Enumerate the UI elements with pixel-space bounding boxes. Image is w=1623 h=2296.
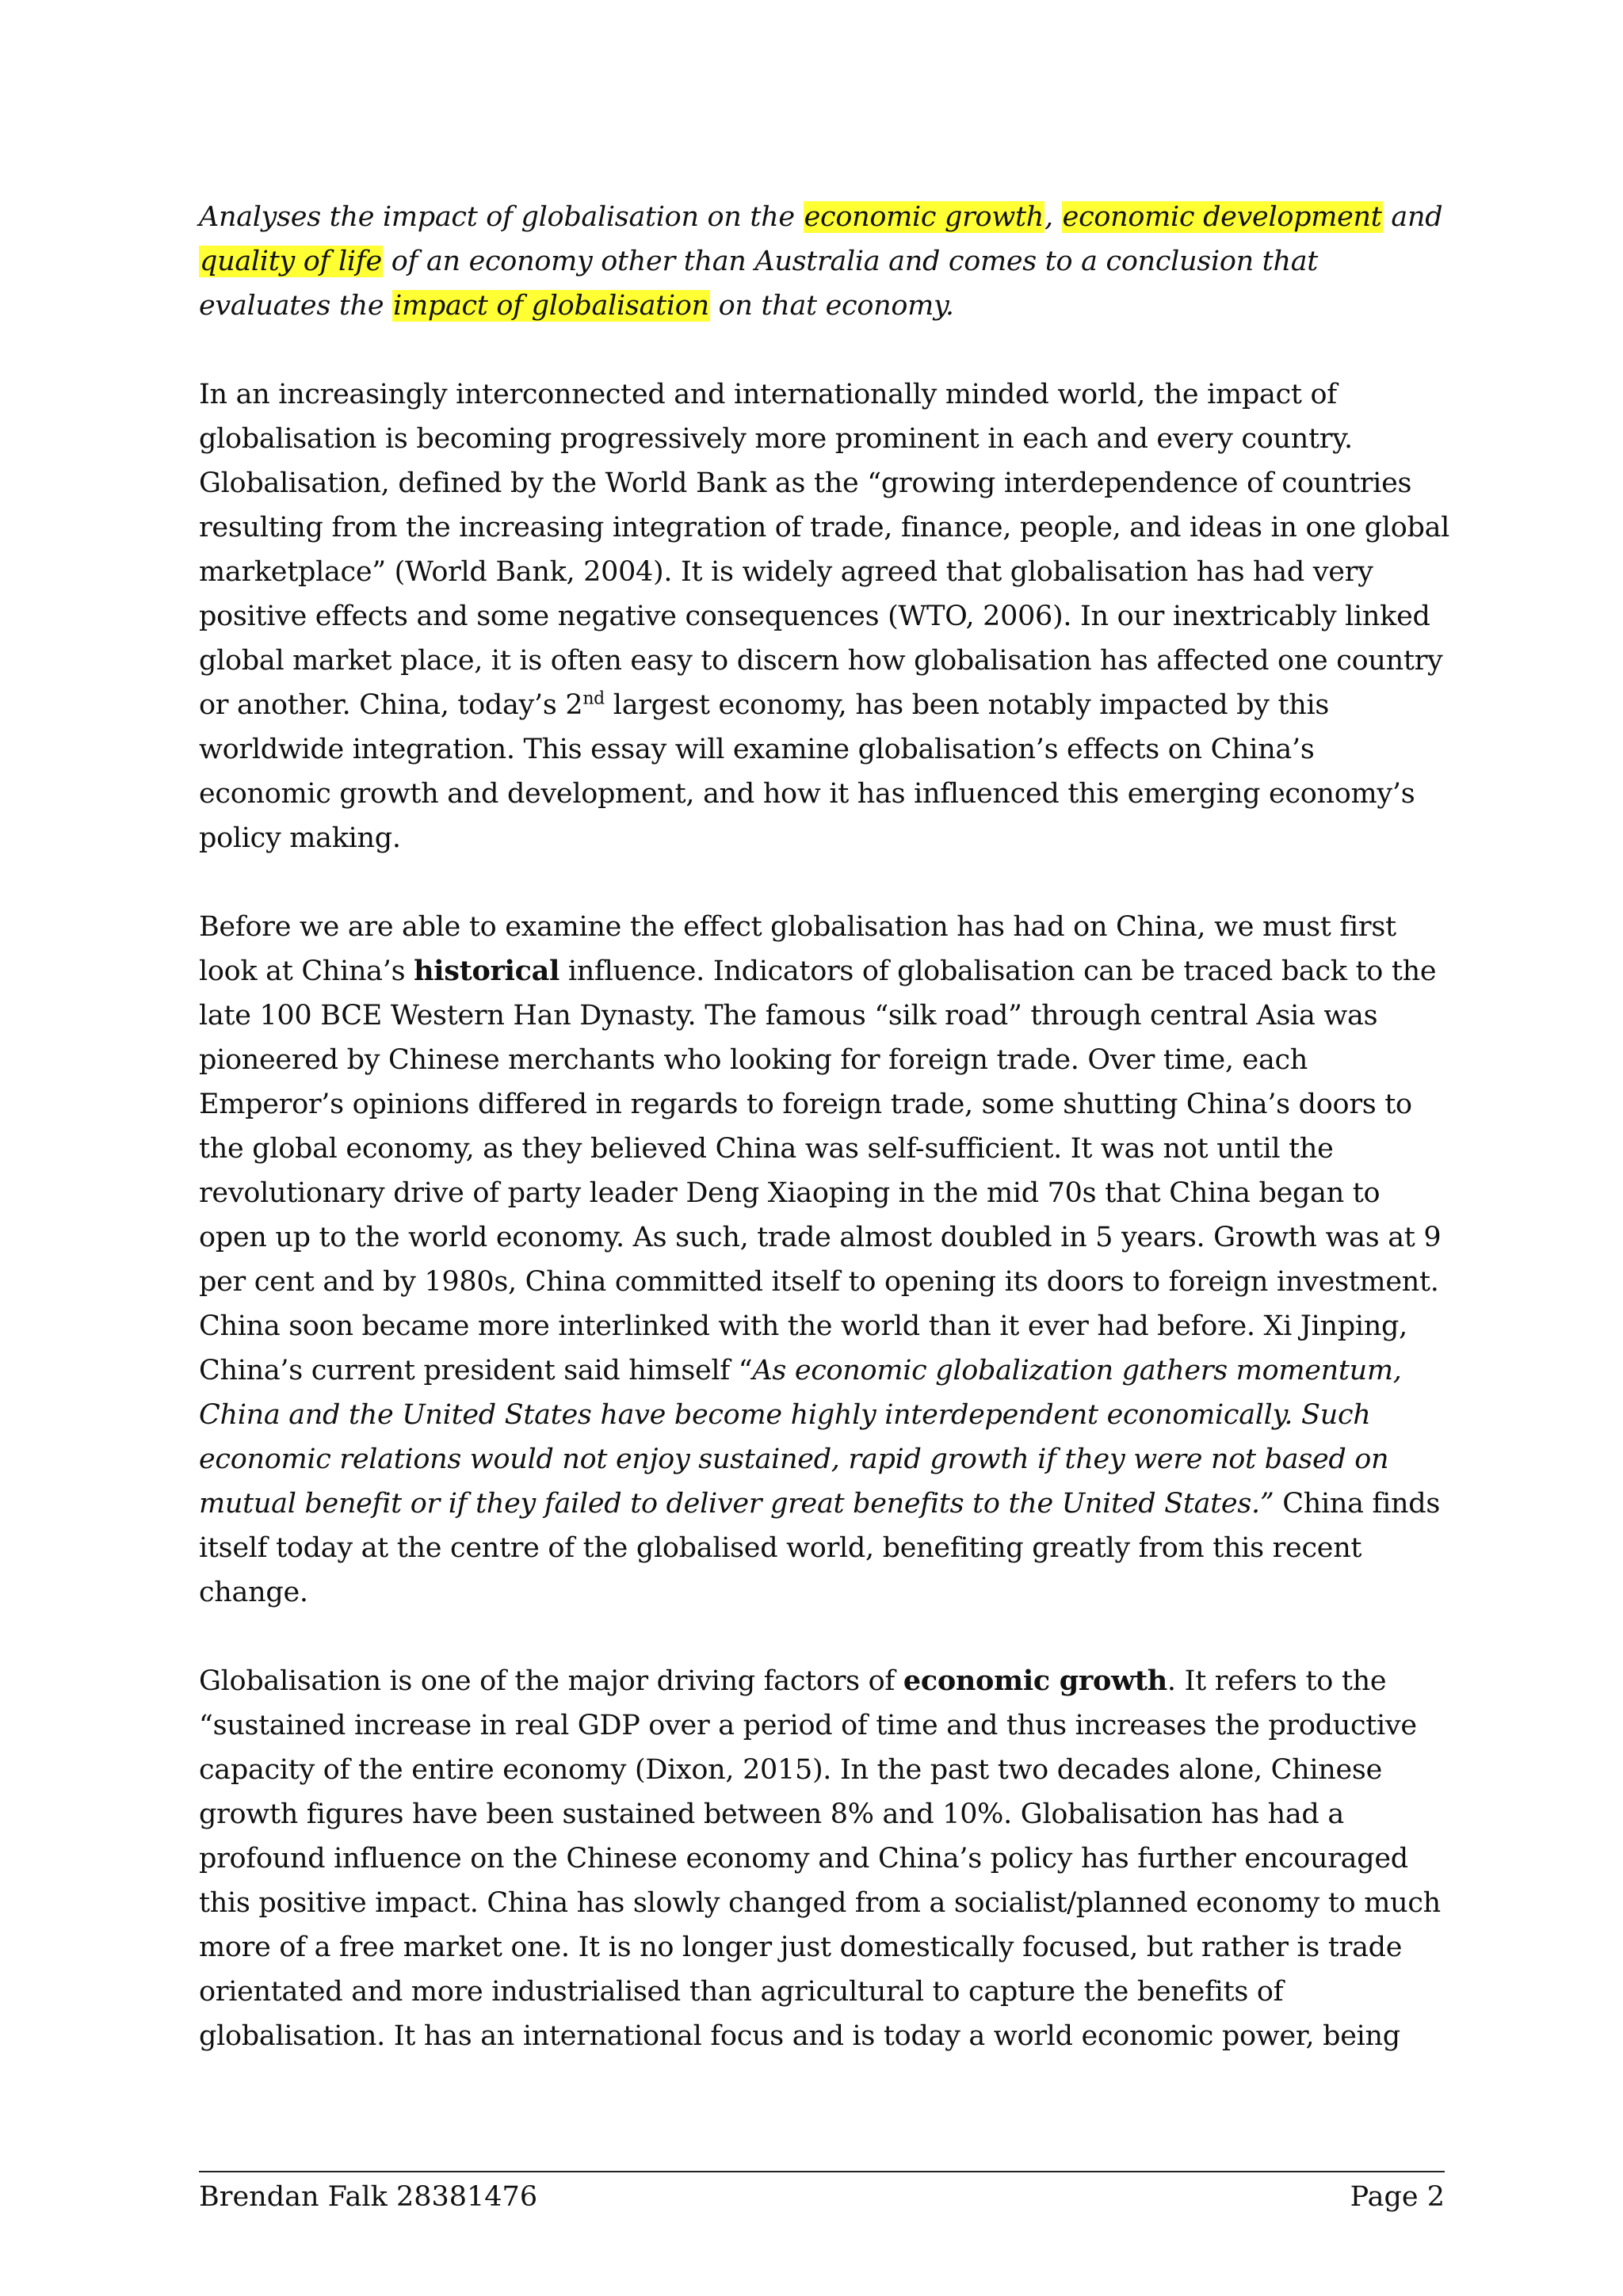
highlight-quality-of-life: quality of life (200, 246, 382, 277)
highlight-economic-development: economic development (1062, 201, 1382, 233)
paragraph-text: influence. Indicators of globalisation can be traced back to the late 100 BCE Western Han Dynasty. The famous “silk road” through central Asia was pioneered by Chinese merchants who looking for foreign trade. Over time, each Emperor’s opinions differed in regards to foreign trade, some shutting China’s doors to the global economy, as they believed China was self-sufficient. It was not until the revolutionary drive of party leader Deng Xiaoping in the mid 70s that China began to open up to the world economy. As such, trade almost doubled in 5 years. Growth was at 9 per cent and by 1980s, China committed itself to opening its doors to foreign investment. China soon became more interlinked with the world than it ever had before. Xi Jinping, China’s current president said himself “ (199, 955, 1442, 1386)
paragraph-spacer (199, 328, 1451, 372)
highlight-impact-of-globalisation: impact of globalisation (393, 290, 709, 322)
bold-term-historical: historical (414, 955, 560, 987)
paragraph-text: Globalisation is one of the major driving factors of (199, 1665, 903, 1697)
page-footer (199, 2177, 1445, 2217)
footer-page-number: Page 2 (1350, 2181, 1445, 2213)
paragraph-text: largest economy, has been notably impacted by this worldwide integration. This essay will examine globalisation’s effects on China’s economic growth and development, and how it has influenced this emerging economy’s policy making. (199, 689, 1415, 854)
paragraph-spacer (199, 860, 1451, 905)
paragraph-economic-growth (199, 1659, 1451, 2058)
paragraph-spacer (199, 1615, 1451, 1659)
paragraph-introduction (199, 372, 1451, 860)
prompt-text: , (1044, 201, 1062, 233)
footer-divider (199, 2171, 1445, 2172)
bold-term-economic-growth: economic growth (903, 1665, 1167, 1697)
document-body (199, 195, 1451, 2058)
ordinal-suffix: nd (582, 688, 605, 709)
paragraph-text: In an increasingly interconnected and internationally minded world, the impact of globalisation is becoming progressively more prominent in each and every country. Globalisation, defined by the World Bank as the “growing interdependence of countries resulting from the increasing integration of trade, finance, people, and ideas in one global marketplace” (World Bank, 2004). It is widely agreed that globalisation has had very positive effects and some negative consequences (WTO, 2006). In our inextricably linked global market place, it is often easy to discern how globalisation has affected one country or another. China, today’s 2 (199, 379, 1450, 721)
essay-prompt (199, 195, 1451, 328)
prompt-text: and (1382, 201, 1443, 233)
footer-author: Brendan Falk 28381476 (199, 2181, 538, 2213)
prompt-text: of an economy other than Australia and comes to a conclusion that evaluates the (199, 246, 1319, 322)
paragraph-text: China finds itself today at the centre of the globalised world, benefiting greatly from this recent change. (199, 1488, 1441, 1608)
xi-jinping-quote: As economic globalization gathers momentum, China and the United States have become highly interdependent economically. Such economic relations would not enjoy sustained, rapid growth if they were not based on mutual benefit or if they failed to deliver great benefits to the United States.” (199, 1355, 1402, 1520)
paragraph-text: Before we are able to examine the effect globalisation has had on China, we must first look at China’s (199, 911, 1396, 987)
paragraph-text: . It refers to the “sustained increase in real GDP over a period of time and thus increases the productive capacity of the entire economy (Dixon, 2015). In the past two decades alone, Chinese growth figures have been sustained between 8% and 10%. Globalisation has had a profound influence on the Chinese economy and China’s policy has further encouraged this positive impact. China has slowly changed from a socialist/planned economy to much more of a free market one. It is no longer just domestically focused, but rather is trade orientated and more industrialised than agricultural to capture the benefits of globalisation. It has an international focus and is today a world economic power, being (199, 1665, 1441, 2052)
paragraph-historical (199, 905, 1451, 1615)
prompt-text: Analyses the impact of globalisation on the (199, 201, 804, 233)
prompt-text: on that economy. (709, 290, 954, 322)
highlight-economic-growth: economic growth (804, 201, 1044, 233)
